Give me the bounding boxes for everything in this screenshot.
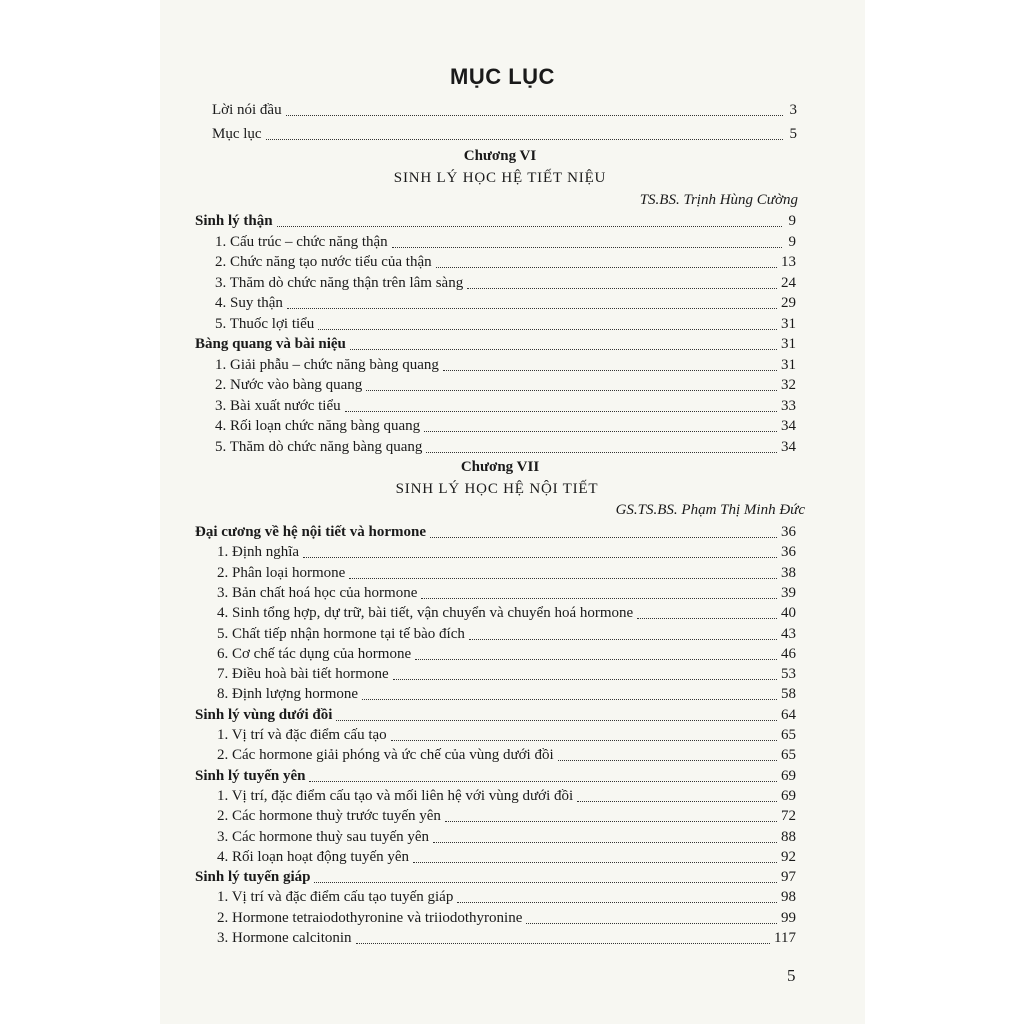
toc-page: 65 (781, 747, 796, 764)
toc-label: 3. Bài xuất nước tiểu (215, 397, 341, 414)
toc-label: 1. Định nghĩa (217, 544, 300, 561)
toc-row (217, 725, 796, 745)
chapter-heading: Chương VII (460, 459, 540, 475)
toc-label: 1. Cấu trúc – chức năng thận (215, 233, 388, 250)
toc-page: 3 (789, 102, 797, 118)
toc-row (217, 827, 796, 847)
leader-dots (469, 639, 777, 640)
toc-row (215, 314, 796, 334)
toc-section-row (195, 334, 796, 354)
toc-page: 72 (781, 808, 796, 825)
toc-page: 36 (781, 524, 796, 540)
chapter-title: SINH LÝ HỌC HỆ NỘI TIẾT (395, 481, 599, 497)
leader-dots (558, 760, 777, 761)
toc-page: 31 (781, 356, 796, 373)
leader-dots (637, 618, 777, 619)
toc-section-label: Sinh lý tuyến giáp (195, 869, 311, 886)
toc-page: 9 (788, 213, 796, 229)
toc-label: 1. Giải phẫu – chức năng bàng quang (215, 356, 439, 373)
toc-label: 4. Rối loạn chức năng bàng quang (215, 418, 421, 434)
leader-dots (287, 308, 777, 309)
leader-dots (443, 370, 777, 371)
toc-page: 34 (781, 438, 796, 455)
leader-dots (421, 598, 777, 599)
toc-page: 5 (789, 126, 797, 142)
leader-dots (526, 923, 777, 924)
chapter-author: GS.TS.BS. Phạm Thị Minh Đức (615, 502, 805, 518)
leader-dots (393, 679, 777, 680)
leader-dots (366, 390, 777, 391)
leader-dots (392, 247, 782, 248)
toc-section-row (195, 766, 796, 786)
leader-dots (286, 115, 783, 116)
leader-dots (426, 452, 777, 453)
toc-section-row (195, 211, 796, 231)
toc-row (215, 375, 796, 395)
toc-row (217, 583, 796, 603)
leader-dots (415, 659, 777, 660)
chapter-title: SINH LÝ HỌC HỆ TIẾT NIỆU (393, 170, 607, 186)
toc-page: 99 (781, 909, 796, 926)
leader-dots (309, 781, 777, 782)
leader-dots (277, 226, 782, 227)
toc-row (217, 847, 796, 867)
toc-page: 65 (781, 727, 796, 743)
toc-row (217, 664, 796, 684)
leader-dots (436, 267, 777, 268)
toc-page: 53 (781, 666, 796, 683)
toc-page: 39 (781, 584, 796, 601)
leader-dots (336, 720, 777, 721)
leader-dots (433, 842, 777, 843)
toc-page: 36 (781, 544, 796, 561)
toc-row (217, 563, 796, 583)
toc-row (217, 887, 796, 907)
leader-dots (350, 349, 777, 350)
toc-page: 31 (781, 336, 796, 352)
toc-page: 98 (781, 889, 796, 906)
toc-page: 13 (781, 254, 796, 270)
toc-section-label: Đại cương về hệ nội tiết và hormone (195, 524, 427, 540)
toc-label: 4. Sinh tổng hợp, dự trữ, bài tiết, vận chuyển và chuyển hoá hormone (217, 605, 634, 622)
toc-label: 5. Chất tiếp nhận hormone tại tế bào đích (217, 625, 465, 642)
toc-page: 40 (781, 605, 796, 622)
toc-row (212, 100, 797, 120)
toc-row (215, 416, 796, 436)
leader-dots (413, 862, 777, 863)
toc-row (215, 293, 796, 313)
leader-dots (445, 821, 777, 822)
leader-dots (457, 902, 777, 903)
toc-row (215, 437, 796, 457)
toc-row (215, 355, 796, 375)
toc-label: 1. Vị trí và đặc điểm cấu tạo (217, 727, 387, 743)
toc-label: 3. Thăm dò chức năng thận trên lâm sàng (215, 274, 464, 291)
leader-dots (430, 537, 777, 538)
toc-page: 38 (781, 564, 796, 581)
toc-page: 34 (781, 418, 796, 434)
leader-dots (314, 882, 777, 883)
toc-label: 2. Nước vào bàng quang (215, 377, 363, 393)
toc-row (215, 273, 796, 293)
toc-row (217, 806, 796, 826)
toc-page: 97 (781, 869, 796, 886)
toc-page: 64 (781, 706, 796, 723)
toc-row (215, 232, 796, 252)
toc-page: 9 (788, 233, 796, 250)
toc-label: 2. Hormone tetraiodothyronine và triiodothyronine (217, 909, 523, 926)
toc-label: 2. Chức năng tạo nước tiểu của thận (215, 254, 432, 270)
toc-page: 46 (781, 645, 796, 662)
toc-page: 69 (781, 787, 796, 804)
page-title: MỤC LỤC (450, 64, 555, 89)
page-number: 5 (787, 966, 796, 985)
toc-row (215, 396, 796, 416)
toc-label: 3. Các hormone thuỳ sau tuyến yên (217, 828, 430, 845)
leader-dots (577, 801, 777, 802)
toc-page: 33 (781, 397, 796, 414)
leader-dots (362, 699, 777, 700)
toc-row (217, 684, 796, 704)
toc-page: 32 (781, 377, 796, 393)
toc-label: 2. Phân loại hormone (217, 564, 346, 581)
toc-row (217, 745, 796, 765)
toc-page: 69 (781, 767, 796, 784)
toc-row (217, 908, 796, 928)
toc-label: 2. Các hormone thuỳ trước tuyến yên (217, 808, 441, 825)
toc-page: 92 (781, 848, 796, 865)
toc-section-label: Sinh lý thận (195, 213, 273, 229)
leader-dots (345, 411, 777, 412)
leader-dots (266, 139, 783, 140)
leader-dots (303, 557, 777, 558)
toc-label: 5. Thuốc lợi tiểu (215, 315, 315, 332)
toc-label: Mục lục (212, 126, 262, 142)
toc-row (212, 124, 797, 144)
leader-dots (356, 943, 771, 944)
toc-label: 1. Vị trí và đặc điểm cấu tạo tuyến giáp (217, 889, 454, 906)
leader-dots (349, 578, 777, 579)
toc-section-label: Sinh lý vùng dưới đồi (195, 706, 333, 723)
toc-row (215, 252, 796, 272)
toc-row (217, 644, 796, 664)
toc-label: 4. Rối loạn hoạt động tuyến yên (217, 848, 410, 865)
toc-page: 29 (781, 295, 796, 311)
toc-section-row (195, 705, 796, 725)
toc-label: 7. Điều hoà bài tiết hormone (217, 666, 389, 683)
toc-label: 8. Định lượng hormone (217, 686, 359, 703)
toc-row (217, 624, 796, 644)
toc-page: 88 (781, 828, 796, 845)
toc-label: 4. Suy thận (215, 295, 283, 311)
toc-section-label: Sinh lý tuyến yên (195, 767, 306, 784)
leader-dots (318, 329, 777, 330)
toc-label: Lời nói đầu (212, 102, 282, 118)
toc-page: 43 (781, 625, 796, 642)
toc-page: 58 (781, 686, 796, 703)
toc-row (217, 603, 796, 623)
toc-page: 117 (774, 930, 796, 946)
toc-page: 24 (781, 274, 796, 291)
toc-page: 31 (781, 315, 796, 332)
toc-row (217, 786, 796, 806)
toc-section-row (195, 522, 796, 542)
chapter-author: TS.BS. Trịnh Hùng Cường (639, 192, 798, 208)
toc-section-row (195, 867, 796, 887)
chapter-heading: Chương VI (463, 148, 537, 164)
toc-label: 3. Hormone calcitonin (217, 930, 352, 946)
toc-label: 1. Vị trí, đặc điểm cấu tạo và mối liên hệ với vùng dưới đồi (217, 787, 574, 804)
toc-label: 3. Bản chất hoá học của hormone (217, 584, 418, 601)
toc-section-label: Bàng quang và bài niệu (195, 336, 346, 352)
leader-dots (391, 740, 777, 741)
toc-label: 5. Thăm dò chức năng bàng quang (215, 438, 423, 455)
toc-label: 6. Cơ chế tác dụng của hormone (217, 645, 412, 662)
toc-label: 2. Các hormone giải phóng và ức chế của vùng dưới đồi (217, 747, 554, 764)
toc-row (217, 928, 796, 948)
toc-row (217, 542, 796, 562)
leader-dots (424, 431, 777, 432)
leader-dots (467, 288, 777, 289)
